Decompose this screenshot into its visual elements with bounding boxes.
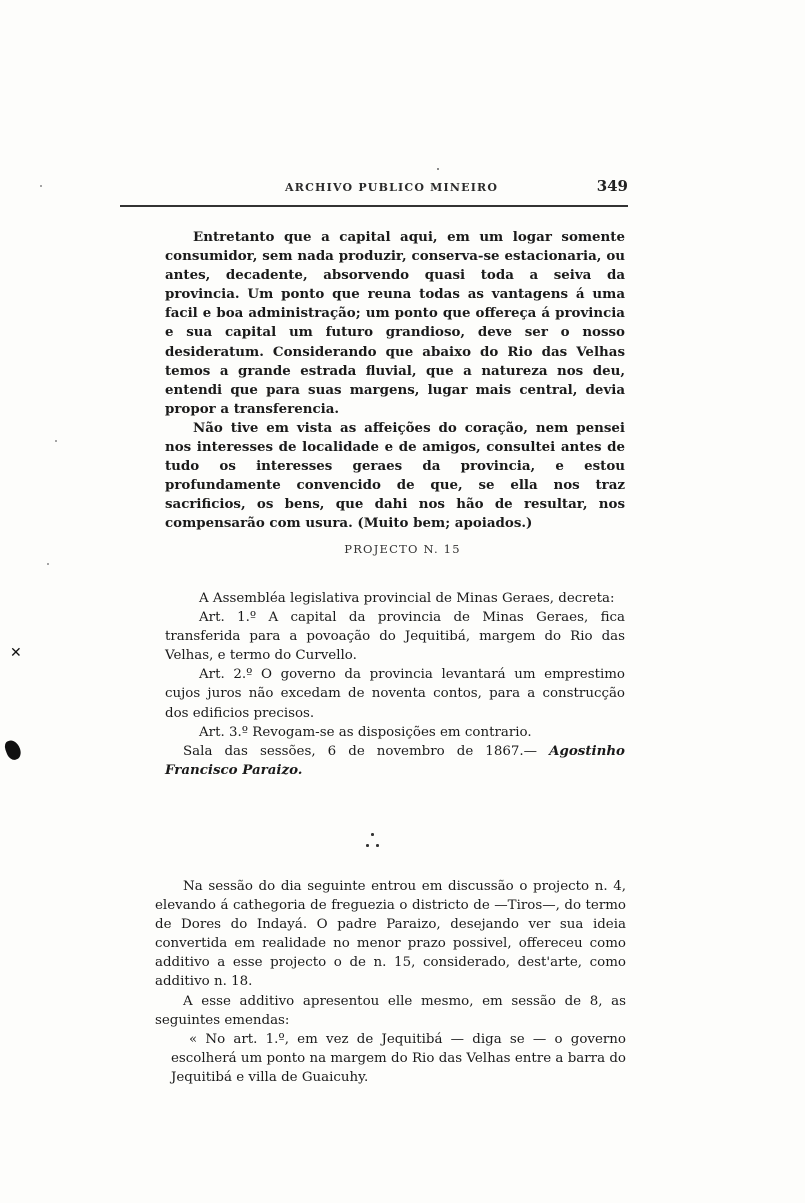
paragraph: A esse additivo apresentou elle mesmo, em sessão de 8, as seguintes emendas: (155, 993, 626, 1028)
amendment-quote (155, 1030, 626, 1087)
paper-speck (47, 563, 49, 565)
projeto-heading: PROJECTO N. 15 (344, 542, 461, 556)
paragraph: Não tive em vista as affeições do coração, nem pensei nos interesses de localidade e de amigos, consultei antes de tudo os interesses geraes da provincia, e estou profundamente convencido de que, se ella nos traz sacrificios, os bens, que dahi nos hão de resultar, nos compensarão com usura. (Muito bem; apoiados.) (165, 419, 625, 532)
header-rule (120, 205, 628, 207)
running-header (120, 177, 628, 199)
paragraph: Na sessão do dia seguinte entrou em discussão o projecto n. 4, elevando á cathegoria de freguezia o districto de —Tiros—, do termo de Dores do Indayá. O padre Paraizo, desejando ver sua ideia convertida em realidade no menor prazo possivel, offereceu como additivo a esse projecto o de n. 15, considerado, dest'arte, como additivo n. 18. (155, 879, 626, 990)
signature-line (165, 742, 625, 780)
section-separator (366, 833, 380, 849)
paper-speck (40, 185, 42, 187)
article: Art. 1.º A capital da provincia de Minas Geraes, fica transferida para a povoação do Jequitibá, margem do Rio das Velhas, e termo do Curvello. (165, 610, 625, 664)
article: Art. 3.º Revogam-se as disposições em contrario. (199, 724, 532, 740)
signature-prefix: Sala das sessões, 6 de novembro de 1867.— (183, 743, 550, 759)
article: Art. 2.º O governo da provincia levantará um emprestimo cujos juros não excedam de noventa contos, para a construcção dos edificios precisos. (165, 667, 625, 721)
running-title: ARCHIVO PUBLICO MINEIRO (285, 181, 499, 194)
narrative-text (155, 877, 626, 1087)
projeto-intro: A Assembléa legislativa provincial de Minas Geraes, decreta: (199, 591, 615, 606)
paragraph: Entretanto que a capital aqui, em um logar somente consumidor, sem nada produzir, conserva-se estacionaria, ou antes, decadente, absorvendo quasi toda a seiva da provincia. Um ponto que reuna todas as vantagens á uma facil e boa administração; um ponto que offereça á provincia e sua capital um futuro grandioso, deve ser o nosso desideratum. Considerando que abaixo do Rio das Velhas temos a grande estrada fluvial, que a natureza nos deu, entendi que para suas margens, lugar mais central, devia propor a transferencia. (165, 229, 625, 417)
page-number: 349 (596, 177, 628, 195)
projeto-body (165, 589, 625, 780)
margin-mark: ✕ (10, 645, 22, 661)
ink-blot (3, 738, 23, 762)
signature-name: Agostinho Francisco Paraizo. (165, 742, 625, 778)
speech-text (165, 228, 625, 534)
print-speck (437, 168, 439, 170)
quote-text: « No art. 1.º, em vez de Jequitibá — diga se — o governo escolherá um ponto na margem do Rio das Velhas entre a barra do Jequitibá e villa de Guaicuhy. (171, 1031, 626, 1085)
paper-speck (55, 440, 57, 442)
